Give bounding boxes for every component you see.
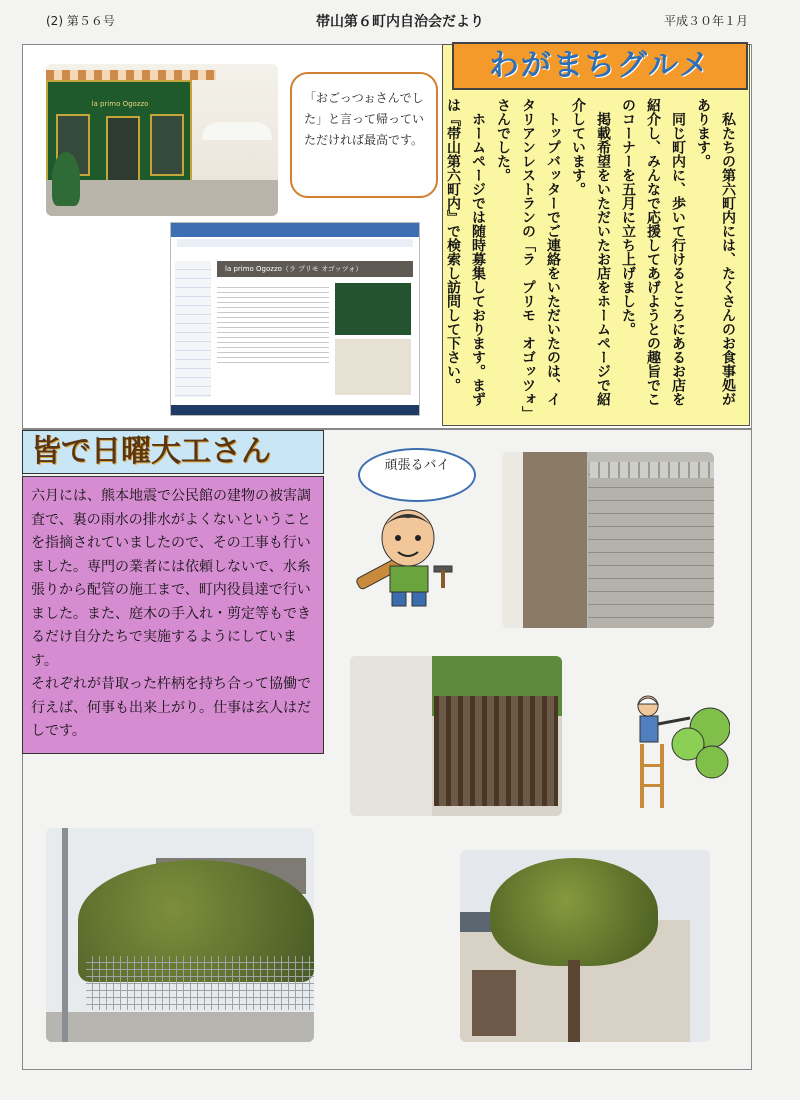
road [46, 1012, 314, 1042]
utility-pole [62, 828, 68, 1042]
tree-trunk [568, 960, 580, 1042]
plant [52, 152, 80, 206]
page-header [0, 12, 800, 32]
carpenter-illustration [350, 504, 468, 608]
wire-fence [86, 956, 314, 1010]
gourmet-title: わがまちグルメ [452, 42, 748, 90]
hall-door [472, 970, 516, 1036]
shop-sign: la primo Ogozzo [91, 100, 149, 108]
diy-title: 皆で日曜大工さん [22, 430, 324, 474]
website-map [335, 339, 411, 395]
lattice-fence-photo [350, 656, 562, 816]
hedge-photo [46, 828, 314, 1042]
website-banner: la primo Ogozzo（ラ プリモ オゴッツォ） [217, 261, 413, 277]
block-fence [590, 462, 714, 478]
restaurant-photo [46, 64, 278, 216]
awning-graphic [46, 70, 216, 80]
bubble-text: 頑張るバイ [384, 458, 450, 473]
paragraph: 六月には、熊本地震で公民館の建物の被害調査で、裏の雨水の排水がよくないということを指摘されていましたので、その工事も行いました。専門の業者には依頼しないで、水糸張りから配管の施工まで、町内役員達で行いました。また、庭木の手入れ・剪定等もできるだけ自分たちで実施するようにしています。 [31, 488, 311, 669]
paragraph: 掲載希望をいただいたお店をホームページで紹介しています。 [570, 98, 611, 406]
paragraph: それぞれが昔取った杵柄を持ち合って協働で行えば、何事も出来上がり。仕事は玄人はだしです。 [31, 676, 311, 739]
gourmet-article-text [445, 98, 740, 418]
issue-date: 平成３０年１月 [663, 14, 748, 28]
drainage-work-photo [502, 452, 714, 628]
paragraph: 私たちの第六町内には、たくさんのお食事処があります。 [695, 98, 736, 406]
address-bar [177, 239, 413, 247]
website-photo [335, 283, 411, 335]
pruned-tree-photo [460, 850, 710, 1042]
paragraph: トップバッターでご連絡をいただいたのは、イタリアンレストランの「ラ プリモ オゴッツォ」さんでした。 [495, 98, 561, 413]
tree-crown [490, 858, 658, 966]
paragraph: ホームページでは随時募集しております。まずは『帯山第六町内』で検索し訪問して下さい。 [445, 98, 486, 406]
shop-window [150, 114, 184, 176]
terrace-ground [46, 180, 278, 216]
browser-bar [171, 223, 419, 237]
lattice-fence [434, 696, 558, 806]
building-wall [350, 656, 432, 816]
speech-bubble [290, 72, 438, 198]
newsletter-title: 帯山第６町内自治会だより [316, 14, 484, 30]
issue-number: (2) 第５６号 [46, 14, 115, 28]
diy-article-box [22, 476, 324, 754]
website-text [217, 283, 329, 363]
parasol [202, 122, 272, 140]
paragraph: 同じ町内に、歩いて行けるところにあるお店を紹介し、みんなで応援してあげようとの趣旨でこのコーナーを五月に立ち上げました。 [620, 98, 686, 406]
block-wall [588, 462, 714, 628]
taskbar [171, 405, 419, 415]
speech-bubble [358, 448, 476, 502]
gardener-illustration [618, 688, 730, 812]
speech-text: 「おごっつぉさんでした」と言って帰っていただければ最高です。 [304, 91, 425, 147]
website-screenshot [170, 222, 420, 416]
browser-sidebar [175, 261, 211, 397]
